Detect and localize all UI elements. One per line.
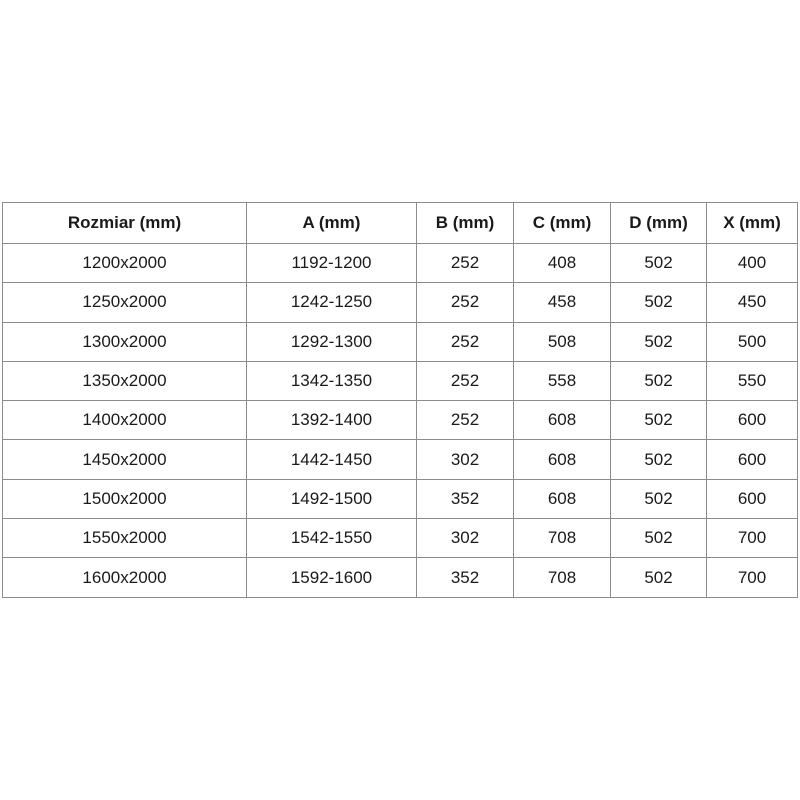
table-cell: 252: [417, 361, 514, 400]
table-cell: 608: [514, 440, 611, 479]
table-cell: 708: [514, 558, 611, 597]
table-cell: 1450x2000: [3, 440, 247, 479]
table-cell: 252: [417, 322, 514, 361]
table-header-row: [3, 203, 798, 244]
table-row: [3, 558, 798, 597]
table-cell: 1192-1200: [247, 244, 417, 283]
table-cell: 500: [707, 322, 798, 361]
table-cell: 700: [707, 558, 798, 597]
table-cell: 302: [417, 440, 514, 479]
table-cell: 502: [611, 519, 707, 558]
table-cell: 302: [417, 519, 514, 558]
table-cell: 458: [514, 283, 611, 322]
table-row: [3, 244, 798, 283]
table-cell: 252: [417, 401, 514, 440]
table-cell: 558: [514, 361, 611, 400]
table-cell: 1242-1250: [247, 283, 417, 322]
column-header: Rozmiar (mm): [3, 203, 247, 244]
table-cell: 1400x2000: [3, 401, 247, 440]
table-cell: 1342-1350: [247, 361, 417, 400]
column-header: B (mm): [417, 203, 514, 244]
table-row: [3, 440, 798, 479]
table-cell: 502: [611, 558, 707, 597]
column-header: C (mm): [514, 203, 611, 244]
table-row: [3, 479, 798, 518]
table-cell: 252: [417, 283, 514, 322]
table-cell: 502: [611, 401, 707, 440]
column-header: X (mm): [707, 203, 798, 244]
table-cell: 1500x2000: [3, 479, 247, 518]
table-cell: 400: [707, 244, 798, 283]
table-cell: 1542-1550: [247, 519, 417, 558]
table-cell: 1550x2000: [3, 519, 247, 558]
table-cell: 508: [514, 322, 611, 361]
table-cell: 1350x2000: [3, 361, 247, 400]
table-cell: 608: [514, 401, 611, 440]
table-cell: 502: [611, 322, 707, 361]
table-cell: 1392-1400: [247, 401, 417, 440]
table-cell: 1200x2000: [3, 244, 247, 283]
table-cell: 708: [514, 519, 611, 558]
table-row: [3, 283, 798, 322]
table-body: [3, 244, 798, 598]
table-cell: 608: [514, 479, 611, 518]
table-cell: 1300x2000: [3, 322, 247, 361]
table-cell: 1600x2000: [3, 558, 247, 597]
table-cell: 1592-1600: [247, 558, 417, 597]
table-cell: 408: [514, 244, 611, 283]
table-cell: 1492-1500: [247, 479, 417, 518]
table-cell: 550: [707, 361, 798, 400]
table-cell: 502: [611, 244, 707, 283]
table-cell: 450: [707, 283, 798, 322]
table-cell: 1292-1300: [247, 322, 417, 361]
table-cell: 502: [611, 479, 707, 518]
table-cell: 700: [707, 519, 798, 558]
size-dimensions-table: [2, 202, 798, 598]
table-cell: 352: [417, 558, 514, 597]
table-cell: 502: [611, 283, 707, 322]
table-cell: 502: [611, 361, 707, 400]
table-cell: 352: [417, 479, 514, 518]
table-cell: 600: [707, 479, 798, 518]
table-cell: 600: [707, 440, 798, 479]
table-row: [3, 519, 798, 558]
table-cell: 252: [417, 244, 514, 283]
table-cell: 1250x2000: [3, 283, 247, 322]
table-cell: 1442-1450: [247, 440, 417, 479]
table-row: [3, 322, 798, 361]
column-header: A (mm): [247, 203, 417, 244]
table-row: [3, 401, 798, 440]
table-cell: 502: [611, 440, 707, 479]
column-header: D (mm): [611, 203, 707, 244]
table-cell: 600: [707, 401, 798, 440]
table-row: [3, 361, 798, 400]
